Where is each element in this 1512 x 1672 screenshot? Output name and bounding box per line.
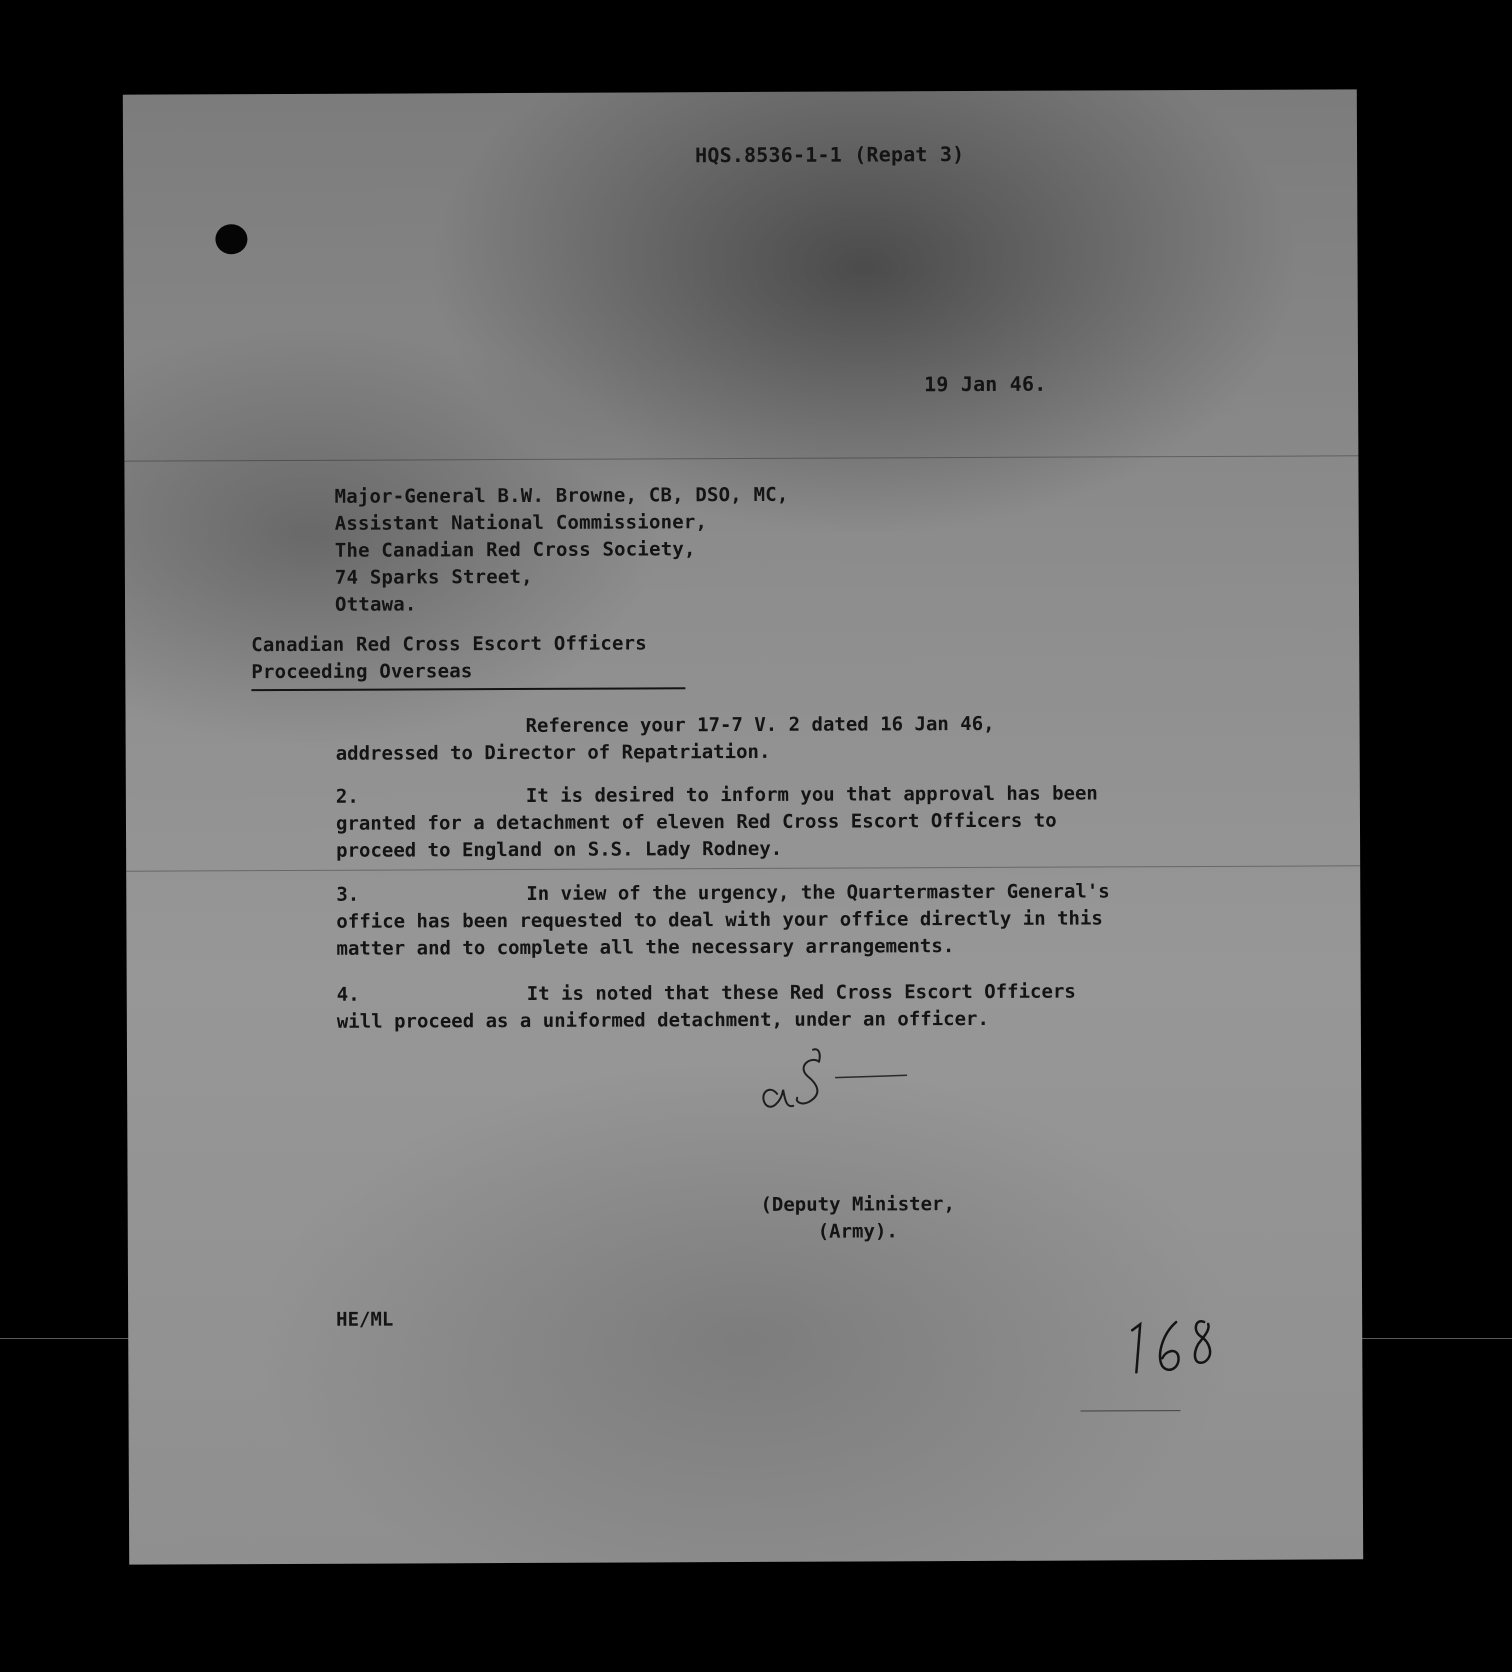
paragraph-1 [336,710,1236,768]
signatory-department: (Army). [817,1220,898,1243]
paragraph-text: proceed to England on S.S. Lady Rodney. [336,837,783,862]
subject-line: Canadian Red Cross Escort Officers [251,632,647,657]
file-reference: HQS.8536-1-1 (Repat 3) [695,142,965,168]
paragraph-number: 4. [336,983,360,1006]
letter-date: 19 Jan 46. [924,371,1047,397]
subject-underline [251,687,685,691]
typist-initials: HE/ML [336,1308,394,1331]
paragraph-3 [336,878,1236,963]
signature-block [738,1191,978,1246]
paragraph-4 [337,978,1237,1036]
handwritten-folio-number [1118,1300,1228,1380]
fold-line [126,865,1360,871]
letter-page [123,89,1363,1564]
paragraph-text: matter and to complete all the necessary arrangements. [336,935,955,960]
addressee-block [334,482,789,619]
paragraph-text: will proceed as a uniformed detachment, under an officer. [336,1007,989,1033]
handwritten-signature [747,1031,967,1122]
paragraph-text: Reference your 17-7 V. 2 dated 16 Jan 46, [525,712,995,737]
paragraph-text: office has been requested to deal with your office directly in this [336,907,1103,933]
addressee-line: Ottawa. [334,593,417,616]
paragraph-text: It is noted that these Red Cross Escort Officers [526,980,1076,1005]
paragraph-text: addressed to Director of Repatriation. [335,740,771,765]
addressee-line: Major-General B.W. Browne, CB, DSO, MC, [334,483,789,508]
addressee-line: 74 Sparks Street, [334,565,533,589]
paragraph-text: It is desired to inform you that approval has been [525,782,1098,807]
subject-line: Proceeding Overseas [251,660,473,684]
punch-hole [215,224,247,254]
paragraph-number: 3. [336,883,360,906]
paragraph-text: granted for a detachment of eleven Red Cross Escort Officers to [335,809,1057,835]
paragraph-number: 2. [335,785,359,808]
paragraph-2 [336,780,1236,865]
signatory-title: (Deputy Minister, [760,1193,955,1216]
fold-line [124,455,1358,461]
corner-rule [1081,1410,1181,1411]
addressee-line: The Canadian Red Cross Society, [334,538,696,562]
paragraph-text: In view of the urgency, the Quartermaster General's [526,880,1110,905]
subject-heading [251,630,647,686]
addressee-line: Assistant National Commissioner, [334,511,708,535]
